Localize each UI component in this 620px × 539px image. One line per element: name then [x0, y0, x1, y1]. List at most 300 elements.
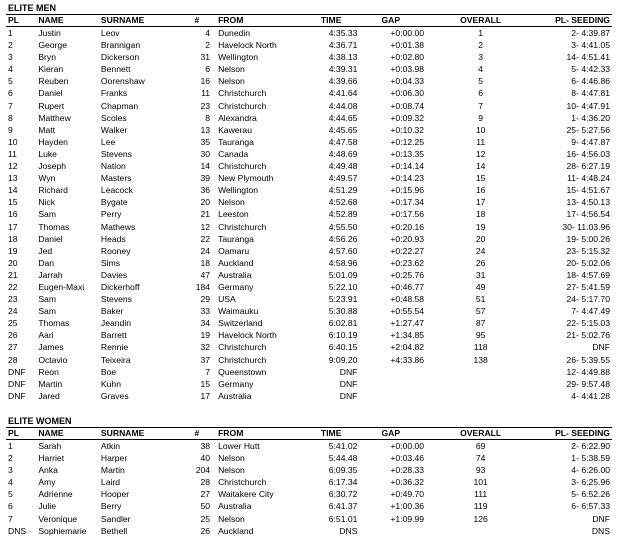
table-row — [6, 440, 612, 453]
table-row — [6, 75, 612, 87]
cell-surname: Walker — [100, 124, 128, 135]
cell-overall: 2 — [478, 40, 484, 51]
cell-surname: Boe — [100, 366, 117, 377]
elite-men-section — [6, 3, 612, 402]
cell-name: Hayden — [38, 136, 68, 147]
cell-time: 4:52.89 — [328, 209, 358, 220]
cell-time: 4:56.26 — [328, 233, 358, 244]
cell-surname: Leacock — [100, 185, 133, 196]
cell-place: 25 — [8, 318, 18, 329]
table-row — [6, 100, 612, 112]
cell-surname: Davies — [100, 269, 128, 280]
cell-name: Richard — [38, 185, 68, 196]
cell-place: 28 — [8, 354, 18, 365]
cell-number: 14 — [200, 161, 211, 172]
cell-name: Daniel — [38, 233, 63, 244]
table-row — [6, 233, 612, 245]
cell-from: Kawerau — [218, 124, 252, 135]
cell-name: Daniel — [38, 88, 63, 99]
table-row — [6, 257, 612, 269]
col-header-time: TIME — [305, 15, 358, 27]
col-header-pl: PL — [6, 15, 38, 27]
cell-name: Sam — [38, 294, 56, 305]
cell-seeding: 3- 6:25.96 — [571, 477, 610, 488]
cell-overall: 118 — [473, 342, 488, 353]
cell-gap: +0:09.32 — [390, 112, 425, 123]
cell-from: Alexandra — [218, 112, 257, 123]
cell-name: Thomas — [38, 221, 70, 232]
table-row — [6, 305, 612, 317]
cell-name: James — [38, 342, 64, 353]
cell-place: 3 — [8, 52, 13, 63]
col-header-from: FROM — [218, 15, 305, 27]
cell-time: 4:41.64 — [328, 88, 358, 99]
cell-from: Nelson — [218, 453, 245, 464]
cell-name: Anka — [38, 465, 58, 476]
cell-time: 4:39.66 — [328, 76, 358, 87]
cell-time: 4:58.96 — [328, 257, 358, 268]
cell-name: Harriet — [38, 453, 65, 464]
cell-name: Reuben — [38, 76, 69, 87]
elite-men-table — [6, 14, 612, 402]
col-header-name: NAME — [38, 428, 101, 440]
cell-number: 33 — [200, 306, 211, 317]
table-row — [6, 269, 612, 281]
cell-number: 184 — [195, 281, 211, 292]
cell-name: Sam — [38, 306, 56, 317]
elite-women-title: ELITE WOMEN — [8, 416, 72, 426]
cell-overall — [424, 390, 537, 402]
cell-surname: Stevens — [100, 148, 132, 159]
elite-women-rows — [6, 440, 612, 537]
cell-from: Auckland — [218, 257, 254, 268]
cell-name: Joseph — [38, 161, 67, 172]
cell-place: DNF — [8, 378, 26, 389]
cell-seeding: DNS — [591, 525, 610, 536]
cell-time: 5:41.02 — [328, 441, 358, 451]
cell-time: 5:30.88 — [328, 306, 358, 317]
cell-surname: Brannigan — [100, 40, 141, 51]
cell-place: 11 — [8, 148, 17, 159]
cell-number: 30 — [200, 148, 211, 159]
cell-surname: Bygate — [100, 197, 128, 208]
cell-overall: 11 — [476, 136, 486, 147]
cell-surname: Jeandin — [100, 318, 132, 329]
cell-overall: 12 — [475, 148, 486, 159]
cell-overall: 20 — [475, 233, 486, 244]
cell-gap: +0:23.62 — [390, 257, 425, 268]
cell-place: 7 — [8, 100, 13, 111]
cell-surname: Perry — [100, 209, 122, 220]
cell-seeding: 23- 5:15.32 — [566, 245, 610, 256]
cell-from: Tauranga — [218, 136, 254, 147]
cell-seeding: 5- 6:52.26 — [571, 489, 610, 500]
cell-number: 22 — [200, 233, 211, 244]
cell-from: USA — [218, 294, 236, 305]
cell-time: DNF — [339, 366, 358, 377]
cell-from: New Plymouth — [218, 173, 274, 184]
cell-gap: +4:33.86 — [390, 354, 425, 365]
cell-overall — [424, 378, 537, 390]
cell-surname: Berry — [100, 501, 122, 512]
cell-place: 1 — [8, 441, 13, 451]
cell-surname: Leov — [100, 28, 120, 38]
cell-seeding: DNF — [592, 513, 610, 524]
cell-from: Australia — [218, 269, 252, 280]
cell-from: Nelson — [218, 197, 245, 208]
cell-surname: Barrett — [100, 330, 127, 341]
cell-seeding: 15- 4:51.67 — [566, 185, 610, 196]
cell-surname: Teixeira — [100, 354, 131, 365]
cell-number: 16 — [200, 76, 211, 87]
cell-gap: +0:06.30 — [390, 88, 425, 99]
cell-name: Rupert — [38, 100, 65, 111]
cell-seeding: 2- 6:22.90 — [571, 441, 610, 451]
cell-from: Switzerland — [218, 318, 263, 329]
table-row — [6, 329, 612, 341]
cell-place: DNF — [8, 366, 26, 377]
cell-surname: Atkin — [100, 441, 121, 451]
cell-number: 35 — [200, 136, 211, 147]
cell-from: Christchurch — [218, 161, 267, 172]
cell-name: Jed — [38, 245, 53, 256]
cell-surname: Martin — [100, 465, 125, 476]
cell-from: Auckland — [218, 525, 254, 536]
cell-place: 14 — [8, 185, 18, 196]
cell-number: 11 — [201, 88, 211, 99]
cell-seeding: 3- 4:41.05 — [571, 40, 610, 51]
cell-from: Australia — [218, 390, 252, 401]
cell-surname: Oorenshaw — [100, 76, 145, 87]
col-header-seeding: PL- SEEDING — [537, 428, 612, 440]
cell-from: Leeston — [218, 209, 249, 220]
cell-gap: +0:17.34 — [390, 197, 425, 208]
cell-place: 20 — [8, 257, 18, 268]
cell-name: Reon — [38, 366, 59, 377]
cell-seeding: 6- 6:57.33 — [571, 501, 610, 512]
cell-from: Christchurch — [218, 342, 267, 353]
cell-time: 6:17.34 — [328, 477, 358, 488]
cell-time: 4:57.60 — [328, 245, 358, 256]
cell-overall: 49 — [475, 281, 486, 292]
table-row — [6, 245, 612, 257]
table-row — [6, 281, 612, 293]
cell-name: Eugen-Maxi — [38, 281, 85, 292]
cell-gap: +0:00.00 — [390, 441, 425, 451]
cell-gap: +0:01.38 — [390, 40, 425, 51]
cell-name: Sam — [38, 209, 56, 220]
cell-overall: 17 — [475, 197, 486, 208]
cell-surname: Chapman — [100, 100, 139, 111]
table-row — [6, 488, 612, 500]
cell-place: 8 — [8, 112, 13, 123]
cell-place: 10 — [8, 136, 18, 147]
cell-gap: +0:03.98 — [390, 64, 425, 75]
col-header-number: # — [184, 428, 218, 440]
cell-time: 4:45.65 — [328, 124, 358, 135]
table-row — [6, 148, 612, 160]
cell-time: DNF — [339, 378, 358, 389]
cell-overall: 95 — [475, 330, 486, 341]
cell-time: 4:49.48 — [328, 161, 358, 172]
cell-time: 4:36.71 — [328, 40, 358, 51]
cell-time: 4:55.50 — [328, 221, 358, 232]
cell-gap — [357, 366, 424, 378]
cell-number: 37 — [200, 354, 211, 365]
cell-number: 18 — [200, 257, 211, 268]
col-header-gap: GAP — [357, 428, 424, 440]
cell-gap: +1:09.99 — [390, 513, 425, 524]
cell-from: Queenstown — [218, 366, 267, 377]
col-header-overall: OVERALL — [424, 428, 537, 440]
cell-time: 4:44.65 — [328, 112, 358, 123]
cell-surname: Kuhn — [100, 378, 121, 389]
cell-from: Waimauku — [218, 306, 259, 317]
cell-seeding: 24- 5:17.70 — [566, 294, 610, 305]
cell-place: 27 — [8, 342, 18, 353]
col-header-number: # — [184, 15, 218, 27]
cell-from: Christchurch — [218, 477, 267, 488]
cell-place: 1 — [8, 28, 13, 38]
cell-time: 4:38.13 — [328, 52, 358, 63]
cell-place: 2 — [8, 40, 13, 51]
cell-overall: 57 — [475, 306, 486, 317]
cell-from: Dunedin — [218, 28, 251, 38]
cell-gap: +0:15.96 — [390, 185, 425, 196]
cell-seeding: 26- 5:39.55 — [566, 354, 610, 365]
cell-gap: +0:22.27 — [390, 245, 425, 256]
cell-overall: 51 — [475, 294, 486, 305]
cell-name: Jared — [38, 390, 60, 401]
cell-overall: 16 — [475, 185, 486, 196]
cell-gap: +1:34.85 — [390, 330, 425, 341]
cell-surname: Masters — [100, 173, 132, 184]
cell-gap: +0:46.77 — [390, 281, 425, 292]
table-row — [6, 378, 612, 390]
cell-gap: +0:20.93 — [390, 233, 425, 244]
cell-gap: +1:00.36 — [390, 501, 425, 512]
cell-seeding: 30- 11:03.96 — [562, 221, 610, 232]
cell-surname: Bethell — [100, 525, 128, 536]
table-row — [6, 172, 612, 184]
cell-number: 19 — [200, 330, 211, 341]
cell-overall — [424, 525, 537, 537]
cell-overall: 111 — [474, 489, 488, 500]
cell-number: 36 — [200, 185, 211, 196]
cell-overall: 119 — [473, 501, 488, 512]
cell-name: Bryn — [38, 52, 56, 63]
cell-seeding: 2- 4:39.87 — [571, 28, 610, 38]
cell-surname: Franks — [100, 88, 128, 99]
cell-place: 6 — [8, 501, 13, 512]
cell-number: 6 — [205, 64, 211, 75]
cell-name: Adrienne — [38, 489, 73, 500]
cell-seeding: 28- 6:27.19 — [566, 161, 610, 172]
cell-seeding: 4- 4:41.28 — [571, 390, 610, 401]
cell-gap — [357, 378, 424, 390]
cell-seeding: 4- 6:26.00 — [571, 465, 610, 476]
cell-place: 22 — [8, 281, 18, 292]
cell-gap: +0:17.56 — [390, 209, 425, 220]
cell-number: 20 — [200, 197, 211, 208]
cell-time: 5:01.09 — [328, 269, 358, 280]
cell-name: Julie — [38, 501, 56, 512]
cell-name: Sophiemarie — [38, 525, 87, 536]
cell-gap: +0:10.32 — [390, 124, 425, 135]
cell-overall: 26 — [475, 257, 486, 268]
cell-overall: 87 — [475, 318, 486, 329]
col-header-gap: GAP — [357, 15, 424, 27]
col-header-overall: OVERALL — [424, 15, 537, 27]
cell-surname: Sandler — [100, 513, 131, 524]
table-row — [6, 500, 612, 512]
cell-gap: +0:28.33 — [390, 465, 425, 476]
cell-gap: +0:04.33 — [390, 76, 425, 87]
table-row — [6, 51, 612, 63]
cell-number: 2 — [205, 40, 211, 51]
cell-gap: +1:27.47 — [390, 318, 425, 329]
cell-time: 4:52.68 — [328, 197, 358, 208]
cell-time: 6:02.81 — [328, 318, 358, 329]
cell-overall: 1 — [478, 28, 484, 38]
cell-overall: 69 — [475, 441, 486, 451]
cell-from: Oamaru — [218, 245, 250, 256]
cell-name: Kieran — [38, 64, 64, 75]
cell-surname: Harper — [100, 453, 128, 464]
cell-number: 23 — [200, 100, 211, 111]
cell-seeding: 6- 4:46.86 — [571, 76, 610, 87]
cell-name: Thomas — [38, 318, 70, 329]
table-row — [6, 354, 612, 366]
cell-surname: Laird — [100, 477, 121, 488]
col-header-pl: PL — [6, 428, 38, 440]
cell-from: Christchurch — [218, 221, 267, 232]
cell-time: 6:30.72 — [328, 489, 358, 500]
cell-overall: 4 — [478, 64, 484, 75]
cell-place: 2 — [8, 453, 13, 464]
cell-from: Christchurch — [218, 88, 267, 99]
cell-from: Lower Hutt — [218, 441, 260, 451]
cell-from: Nelson — [218, 465, 245, 476]
cell-number: 27 — [200, 489, 211, 500]
cell-place: 21 — [8, 269, 18, 280]
cell-name: Dan — [38, 257, 55, 268]
cell-seeding: 10- 4:47.91 — [566, 100, 610, 111]
cell-gap: +0:25.76 — [390, 269, 425, 280]
table-row — [6, 136, 612, 148]
cell-time: 9:09.20 — [328, 354, 358, 365]
cell-surname: Stevens — [100, 294, 132, 305]
cell-gap: +0:12.25 — [390, 136, 425, 147]
cell-number: 17 — [200, 390, 211, 401]
cell-overall: 6 — [478, 88, 484, 99]
cell-number: 39 — [200, 173, 211, 184]
cell-name: Luke — [38, 148, 57, 159]
cell-number: 26 — [200, 525, 211, 536]
cell-number: 47 — [200, 269, 211, 280]
cell-gap: +0:02.80 — [390, 52, 425, 63]
cell-seeding: DNF — [592, 342, 610, 353]
cell-surname: Graves — [100, 390, 129, 401]
cell-time: 6:41.37 — [328, 501, 358, 512]
cell-name: Amy — [38, 477, 56, 488]
table-row — [6, 464, 612, 476]
cell-seeding: 7- 4:47.49 — [571, 306, 610, 317]
cell-place: 5 — [8, 489, 13, 500]
table-row — [6, 112, 612, 124]
cell-surname: Nation — [100, 161, 126, 172]
cell-surname: Mathews — [100, 221, 136, 232]
cell-place: 9 — [8, 124, 13, 135]
cell-seeding: 16- 4:56.03 — [566, 148, 610, 159]
cell-overall: 5 — [478, 76, 484, 87]
cell-time: 4:51.29 — [328, 185, 358, 196]
cell-overall: 138 — [473, 354, 488, 365]
cell-place: 15 — [8, 197, 18, 208]
cell-from: Tauranga — [218, 233, 254, 244]
table-row — [6, 317, 612, 329]
cell-seeding: 14- 4:51.41 — [566, 52, 610, 63]
cell-overall: 7 — [478, 100, 484, 111]
cell-overall: 24 — [475, 245, 486, 256]
cell-from: Wellington — [218, 52, 259, 63]
cell-overall: 18 — [475, 209, 486, 220]
table-row — [6, 513, 612, 525]
cell-number: 7 — [205, 366, 211, 377]
cell-place: 26 — [8, 330, 18, 341]
cell-from: Germany — [218, 378, 254, 389]
cell-gap: +0:13.35 — [390, 148, 425, 159]
cell-name: Matt — [38, 124, 56, 135]
cell-surname: Lee — [100, 136, 116, 147]
cell-overall: 126 — [473, 513, 488, 524]
cell-time: DNS — [339, 525, 358, 536]
cell-time: 6:51.01 — [328, 513, 358, 524]
table-row — [6, 27, 612, 40]
cell-seeding: 1- 5:38.59 — [571, 453, 610, 464]
elite-women-section — [6, 416, 612, 537]
cell-time: 6:09.35 — [328, 465, 358, 476]
cell-gap: +0:49.70 — [390, 489, 425, 500]
cell-number: 4 — [205, 28, 211, 38]
cell-number: 21 — [200, 209, 211, 220]
col-header-surname: SURNAME — [101, 15, 184, 27]
cell-overall: 74 — [475, 453, 486, 464]
cell-seeding: 21- 5:02.76 — [566, 330, 610, 341]
cell-overall: 9 — [478, 112, 484, 123]
cell-from: Nelson — [218, 513, 245, 524]
cell-number: 40 — [200, 453, 211, 464]
cell-gap: +0:48.58 — [390, 294, 425, 305]
cell-overall: 3 — [478, 52, 484, 63]
cell-overall: 19 — [475, 221, 486, 232]
cell-surname: Hooper — [100, 489, 130, 500]
cell-gap — [357, 390, 424, 402]
table-row — [6, 366, 612, 378]
cell-number: 8 — [205, 112, 211, 123]
cell-number: 31 — [200, 52, 211, 63]
table-row — [6, 39, 612, 51]
cell-gap — [357, 525, 424, 537]
cell-seeding: 17- 4:56.54 — [566, 209, 610, 220]
table-row — [6, 184, 612, 196]
cell-number: 50 — [200, 501, 211, 512]
elite-women-header-row — [6, 428, 612, 440]
table-row — [6, 87, 612, 99]
cell-seeding: 5- 4:42.33 — [571, 64, 610, 75]
cell-time: 4:49.57 — [328, 173, 358, 184]
cell-time: 4:44.08 — [328, 100, 358, 111]
